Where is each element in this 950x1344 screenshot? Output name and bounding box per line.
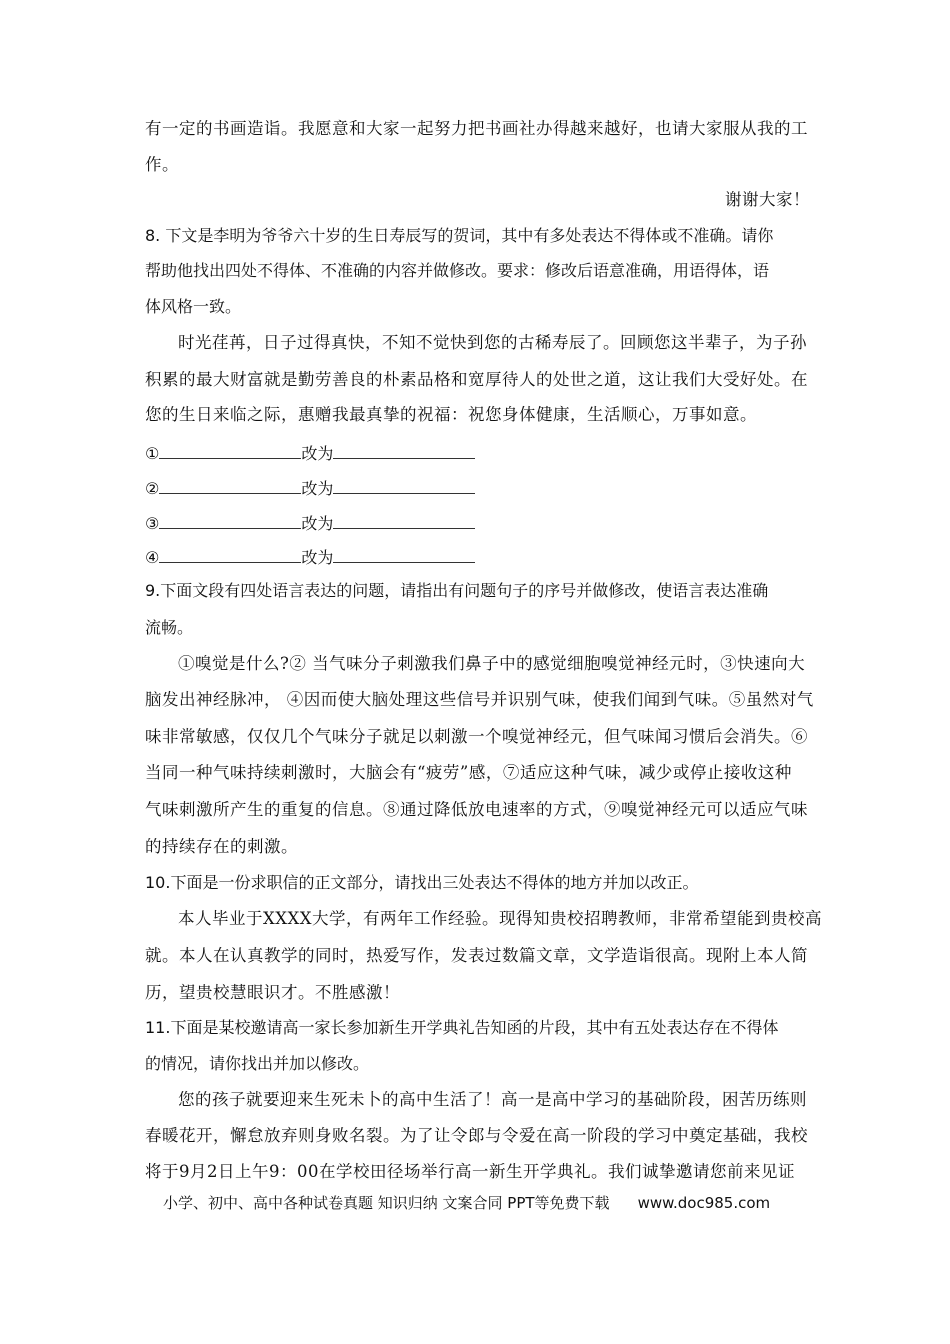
closing-thanks: 谢谢大家！ [725,190,810,209]
passage-line: 您的孩子就要迎来生死未卜的高中生活了！高一是高中学习的基础阶段，困苦历练则 [178,1090,807,1109]
answer-blank[interactable] [333,477,475,494]
passage-line: 味非常敏感，仅仅几个气味分子就足以刺激一个嗅觉神经元，但气味闻习惯后会消失。⑥ [145,727,808,746]
question-11-prompt: 11.下面是某校邀请高一家长参加新生开学典礼告知函的片段，其中有五处表达存在不得体 [145,1018,779,1037]
page-footer [163,1192,770,1213]
answer-blank[interactable] [159,512,301,529]
question-8-prompt: 体风格一致。 [145,297,242,316]
answer-blank[interactable] [333,512,475,529]
answer-blank[interactable] [159,546,301,563]
passage-line: 就。本人在认真教学的同时，热爱写作，发表过数篇文章，文学造诣很高。现附上本人简 [145,946,808,965]
answer-number: ① [145,444,160,463]
answer-change-label: 改为 [301,444,334,463]
passage-line: 积累的最大财富就是勤劳善良的朴素品格和宽厚待人的处世之道，这让我们大受好处。在 [145,370,808,389]
question-11-prompt: 的情况，请你找出并加以修改。 [145,1054,370,1073]
passage-line: ①嗅觉是什么?② 当气味分子刺激我们鼻子中的感觉细胞嗅觉神经元时，③快速向大 [178,654,806,673]
passage-line: 脑发出神经脉冲， ④因而使大脑处理这些信号并识别气味，使我们闻到气味。⑤虽然对气 [145,690,814,709]
answer-line [145,477,475,499]
answer-number: ③ [145,514,160,533]
paragraph-line: 作。 [145,155,179,174]
paragraph-line: 有一定的书画造诣。我愿意和大家一起努力把书画社办得越来越好，也请大家服从我的工 [145,119,808,138]
footer-text: 小学、初中、高中各种试卷真题 知识归纳 文案合同 PPT等免费下载 [163,1194,610,1212]
answer-change-label: 改为 [301,514,334,533]
answer-line [145,442,475,464]
question-8-prompt: 帮助他找出四处不得体、不准确的内容并做修改。要求：修改后语意准确，用语得体，语 [145,261,770,280]
answer-number: ② [145,479,160,498]
question-8-prompt: 8. 下文是李明为爷爷六十岁的生日寿辰写的贺词，其中有多处表达不得体或不准确。请你 [145,226,774,245]
passage-line: 本人毕业于XXXX大学，有两年工作经验。现得知贵校招聘教师，非常希望能到贵校高 [178,909,822,928]
answer-change-label: 改为 [301,548,334,567]
answer-blank[interactable] [333,442,475,459]
passage-line: 历，望贵校慧眼识才。不胜感激！ [145,983,400,1002]
answer-change-label: 改为 [301,479,334,498]
passage-line: 气味刺激所产生的重复的信息。⑧通过降低放电速率的方式，⑨嗅觉神经元可以适应气味 [145,800,808,819]
passage-line: 将于9月2日上午9：00在学校田径场举行高一新生开学典礼。我们诚挚邀请您前来见证 [145,1162,795,1181]
passage-line: 春暖花开，懈怠放弃则身败名裂。为了让令郎与令爱在高一阶段的学习中奠定基础，我校 [145,1126,808,1145]
passage-line: 您的生日来临之际，惠赠我最真挚的祝福：祝您身体健康，生活顺心，万事如意。 [145,405,757,424]
answer-blank[interactable] [159,477,301,494]
question-9-prompt: 9.下面文段有四处语言表达的问题，请指出有问题句子的序号并做修改，使语言表达准确 [145,581,769,600]
question-9-prompt: 流畅。 [145,618,194,637]
passage-line: 时光荏苒，日子过得真快，不知不觉快到您的古稀寿辰了。回顾您这半辈子，为子孙 [178,333,807,352]
footer-url[interactable]: www.doc985.com [637,1194,771,1212]
answer-blank[interactable] [159,442,301,459]
answer-blank[interactable] [333,546,475,563]
answer-number: ④ [145,548,160,567]
passage-line: 的持续存在的刺激。 [145,837,298,856]
passage-line: 当同一种气味持续刺激时，大脑会有“疲劳”感，⑦适应这种气味，减少或停止接收这种 [145,763,792,782]
question-10-prompt: 10.下面是一份求职信的正文部分，请找出三处表达不得体的地方并加以改正。 [145,873,699,892]
answer-line [145,512,475,534]
answer-line [145,546,475,568]
